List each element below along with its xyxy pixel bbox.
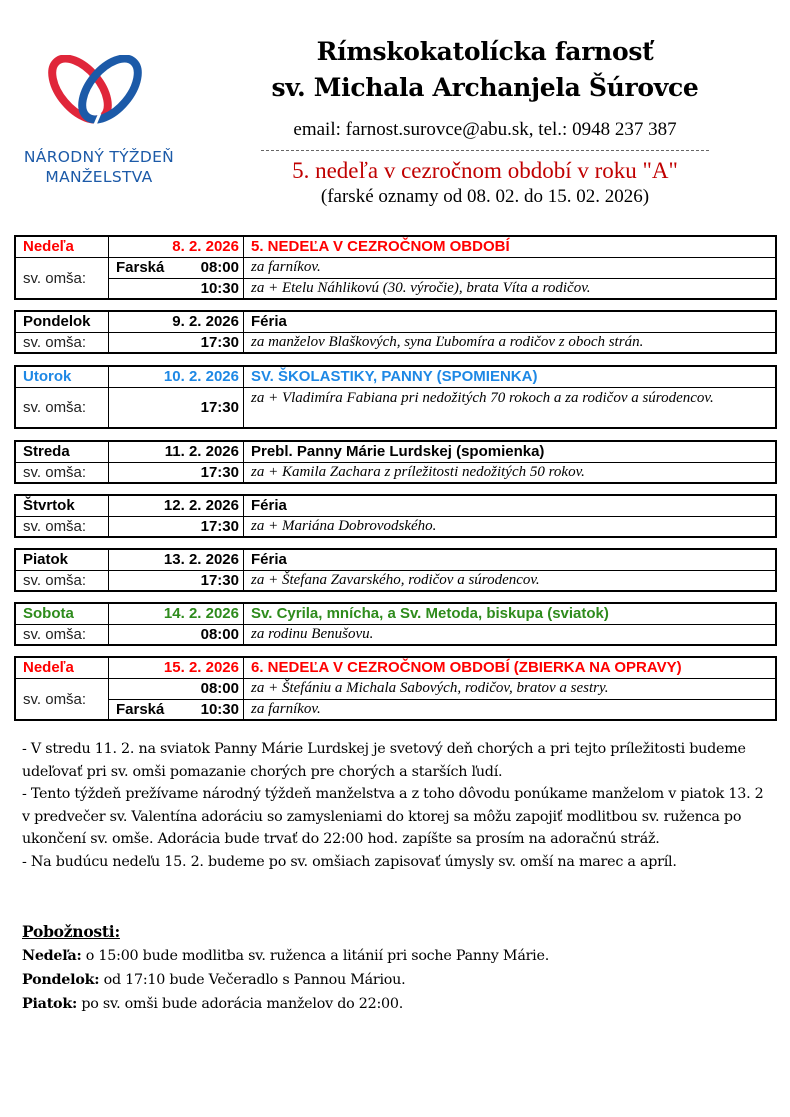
mass-row bbox=[16, 570, 775, 590]
mass-row bbox=[109, 278, 775, 298]
day-name: Nedeľa bbox=[16, 658, 109, 678]
mass-time: 08:00 bbox=[200, 680, 239, 697]
devotion-item bbox=[22, 968, 772, 992]
mass-time: 17:30 bbox=[200, 334, 239, 351]
devotion-item bbox=[22, 992, 772, 1016]
announcements bbox=[22, 738, 772, 874]
day-block bbox=[14, 548, 777, 592]
day-name: Piatok bbox=[16, 550, 109, 570]
devotions-heading: Pobožnosti: bbox=[22, 922, 120, 941]
day-date: 11. 2. 2026 bbox=[164, 443, 239, 460]
announcement: - V stredu 11. 2. na sviatok Panny Márie Lurdskej je svetový deň chorých a pri tejto príležitosti budeme udeľovať pri sv. omši pomazanie chorých pre chorých a starších ľudí. bbox=[22, 741, 746, 780]
day-block bbox=[14, 494, 777, 538]
mass-row bbox=[109, 679, 775, 699]
feast-name: Sv. Cyrila, mnícha, a Sv. Metoda, biskupa (sviatok) bbox=[251, 605, 609, 622]
day-name: Streda bbox=[16, 442, 109, 462]
devotion-day: Pondelok: bbox=[22, 972, 100, 988]
announcement: - Na budúcu nedeľu 15. 2. budeme po sv. omšiach zapisovať úmysly sv. omší na marec a apríl. bbox=[22, 853, 677, 870]
devotion-day: Piatok: bbox=[22, 996, 78, 1012]
feast-name: 5. NEDEĽA V CEZROČNOM OBDOBÍ bbox=[251, 238, 510, 255]
contact-info: email: farnost.surovce@abu.sk, tel.: 0948 237 387 bbox=[293, 119, 677, 140]
mass-place: Farská bbox=[116, 701, 165, 718]
mass-row bbox=[16, 462, 775, 482]
day-header-row bbox=[16, 237, 775, 257]
feast-name: Féria bbox=[251, 313, 287, 330]
mass-row bbox=[16, 624, 775, 644]
mass-intention: za + Štefániu a Michala Sabových, rodičov, bratov a sestry. bbox=[251, 680, 609, 696]
announcement: - Tento týždeň prežívame národný týždeň manželstva a z toho dôvodu ponúkame manželom v piatok 13. 2 v predvečer sv. Valentína adoráciu so zamysleniami do ktorej sa môžu zapojiť modlitbou sv. ruženca po ukončení sv. omše. Adorácia bude trvať do 22:00 hod. zapíšte sa prosím na adoračnú stráž. bbox=[22, 786, 764, 848]
mass-intention: za rodinu Benušovu. bbox=[251, 626, 374, 642]
mass-label: sv. omša: bbox=[16, 679, 109, 719]
parish-title: Rímskokatolícka farnosť bbox=[316, 37, 654, 66]
day-block bbox=[14, 602, 777, 646]
mass-label: sv. omša: bbox=[16, 258, 109, 298]
devotion-text: o 15:00 bude modlitba sv. ruženca a litánií pri soche Panny Márie. bbox=[81, 948, 550, 964]
mass-intention: za farníkov. bbox=[251, 259, 321, 275]
devotion-day: Nedeľa: bbox=[22, 948, 82, 964]
logo-line1: NÁRODNÝ TÝŽDEŇ bbox=[23, 148, 175, 166]
mass-time: 17:30 bbox=[200, 464, 239, 481]
feast-name: 6. NEDEĽA V CEZROČNOM OBDOBÍ (ZBIERKA NA OPRAVY) bbox=[251, 659, 682, 676]
mass-intention: za farníkov. bbox=[251, 701, 321, 717]
mass-label: sv. omša: bbox=[16, 388, 109, 427]
day-block bbox=[14, 310, 777, 354]
divider bbox=[261, 150, 709, 158]
mass-time: 10:30 bbox=[200, 280, 239, 297]
day-date: 13. 2. 2026 bbox=[163, 551, 239, 568]
day-date: 14. 2. 2026 bbox=[163, 605, 239, 622]
mass-time: 08:00 bbox=[200, 259, 239, 276]
mass-row bbox=[109, 699, 775, 719]
mass-row bbox=[16, 387, 775, 427]
devotion-text: po sv. omši bude adorácia manželov do 22:00. bbox=[77, 996, 403, 1012]
day-date: 15. 2. 2026 bbox=[163, 659, 239, 676]
mass-time: 17:30 bbox=[200, 399, 239, 416]
mass-time: 08:00 bbox=[200, 626, 239, 643]
day-block bbox=[14, 365, 777, 429]
mass-label: sv. omša: bbox=[16, 333, 109, 352]
parish-subtitle: sv. Michala Archanjela Šúrovce bbox=[271, 73, 699, 102]
mass-intention: za + Štefana Zavarského, rodičov a súrodencov. bbox=[251, 572, 540, 588]
day-name: Sobota bbox=[16, 604, 109, 624]
logo bbox=[14, 55, 180, 190]
devotions bbox=[22, 920, 772, 1016]
mass-time: 17:30 bbox=[200, 518, 239, 535]
day-name: Štvrtok bbox=[16, 496, 109, 516]
mass-label: sv. omša: bbox=[16, 571, 109, 590]
day-name: Utorok bbox=[16, 367, 109, 387]
logo-line2: MANŽELSTVA bbox=[45, 168, 153, 186]
mass-time: 17:30 bbox=[200, 572, 239, 589]
day-block bbox=[14, 440, 777, 484]
day-name: Nedeľa bbox=[16, 237, 109, 257]
day-block bbox=[14, 656, 777, 721]
day-date: 8. 2. 2026 bbox=[172, 238, 239, 255]
mass-intention: za manželov Blaškových, syna Ľubomíra a rodičov z oboch strán. bbox=[251, 334, 644, 350]
rings-heart-icon bbox=[34, 55, 154, 135]
day-date: 12. 2. 2026 bbox=[163, 497, 239, 514]
sunday-title: 5. nedeľa v cezročnom období v roku "A" bbox=[292, 158, 678, 183]
feast-name: Prebl. Panny Márie Lurdskej (spomienka) bbox=[251, 443, 545, 460]
mass-row bbox=[16, 516, 775, 536]
day-name: Pondelok bbox=[16, 312, 109, 332]
mass-intention: za + Vladimíra Fabiana pri nedožitých 70 rokoch a za rodičov a súrodencov. bbox=[251, 390, 714, 406]
feast-name: Féria bbox=[251, 497, 287, 514]
mass-place: Farská bbox=[116, 259, 165, 276]
feast-name: SV. ŠKOLASTIKY, PANNY (SPOMIENKA) bbox=[251, 368, 538, 385]
mass-intention: za + Kamila Zachara z príležitosti nedožitých 50 rokov. bbox=[251, 464, 585, 480]
period: (farské oznamy od 08. 02. do 15. 02. 2026) bbox=[320, 186, 650, 207]
mass-label: sv. omša: bbox=[16, 463, 109, 482]
mass-intention: za + Etelu Náhlikovú (30. výročie), brata Víta a rodičov. bbox=[251, 280, 591, 296]
day-date: 10. 2. 2026 bbox=[163, 368, 239, 385]
mass-row bbox=[109, 258, 775, 278]
header bbox=[255, 34, 715, 210]
devotion-text: od 17:10 bude Večeradlo s Pannou Máriou. bbox=[99, 972, 406, 988]
devotion-item bbox=[22, 944, 772, 968]
day-block bbox=[14, 235, 777, 300]
mass-time: 10:30 bbox=[200, 701, 239, 718]
feast-name: Féria bbox=[251, 551, 287, 568]
mass-row bbox=[16, 332, 775, 352]
mass-label: sv. omša: bbox=[16, 517, 109, 536]
day-date: 9. 2. 2026 bbox=[172, 313, 239, 330]
mass-label: sv. omša: bbox=[16, 625, 109, 644]
mass-intention: za + Mariána Dobrovodského. bbox=[251, 518, 437, 534]
